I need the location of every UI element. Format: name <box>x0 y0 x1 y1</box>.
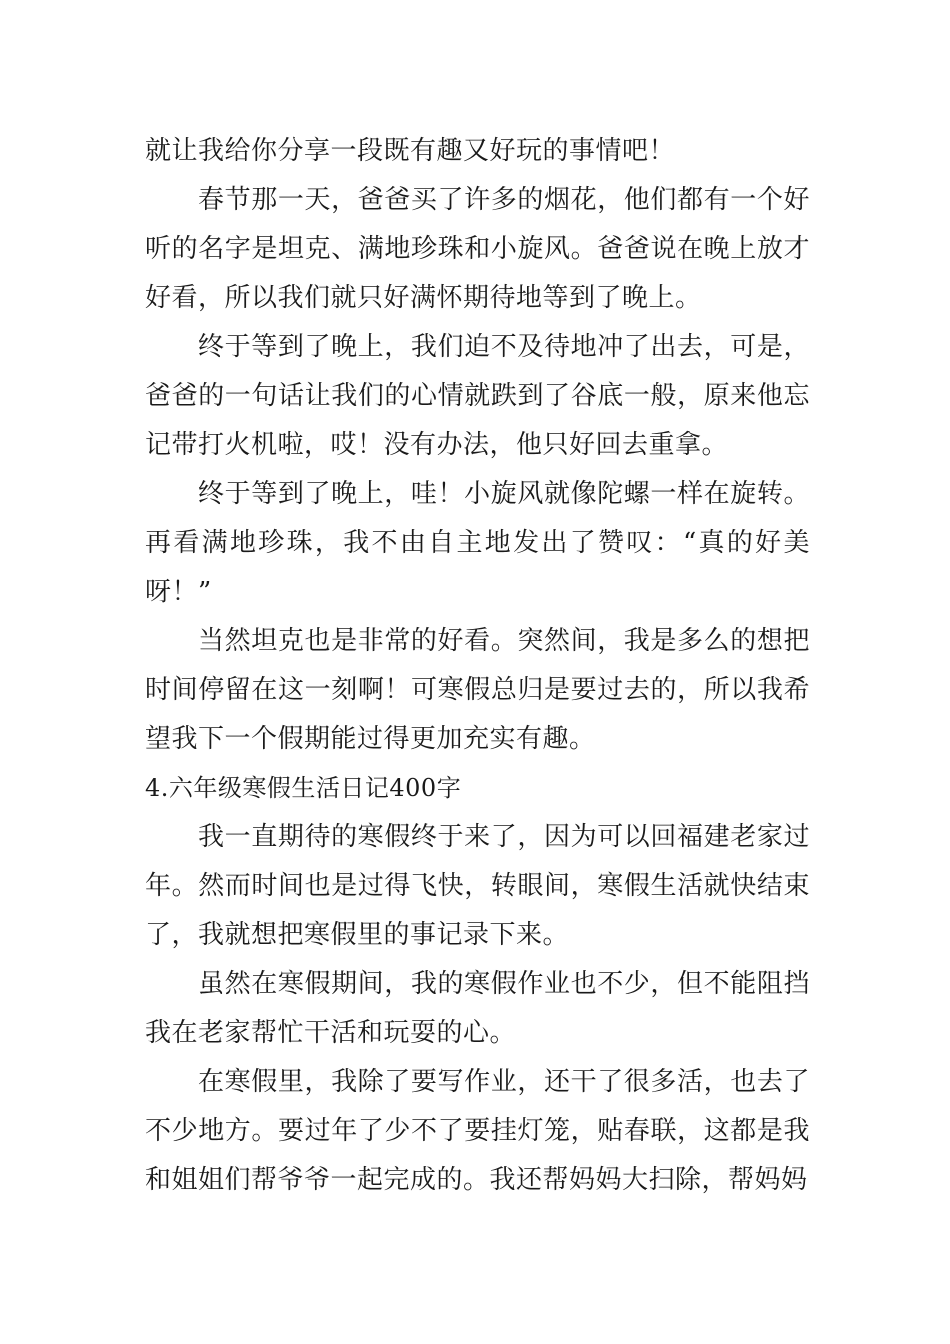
paragraph-homework: 虽然在寒假期间，我的寒假作业也不少，但不能阻挡我在老家帮忙干活和玩耍的心。 <box>145 969 810 1048</box>
paragraph-fireworks: 春节那一天，爸爸买了许多的烟花，他们都有一个好听的名字是坦克、满地珍珠和小旋风。爸爸说在晚上放才好看，所以我们就只好满怀期待地等到了晚上。 <box>145 185 810 313</box>
paragraph-chores: 在寒假里，我除了要写作业，还干了很多活，也去了不少地方。要过年了少不了要挂灯笼，贴春联，这都是我和姐姐们帮爷爷一起完成的。我还帮妈妈大扫除，帮妈妈 <box>145 1067 810 1195</box>
paragraph-evening: 终于等到了晚上，我们迫不及待地冲了出去，可是，爸爸的一句话让我们的心情就跌到了谷底一般，原来他忘记带打火机啦，哎！没有办法，他只好回去重拿。 <box>145 332 810 460</box>
paragraph-tank: 当然坦克也是非常的好看。突然间，我是多么的想把时间停留在这一刻啊！可寒假总归是要过去的，所以我希望我下一个假期能过得更加充实有趣。 <box>145 626 810 754</box>
document-body <box>145 127 810 1205</box>
section-heading: 4.六年级寒假生活日记400字 <box>145 774 462 802</box>
paragraph-intro: 就让我给你分享一段既有趣又好玩的事情吧！ <box>145 136 676 166</box>
paragraph-winter-break: 我一直期待的寒假终于来了，因为可以回福建老家过年。然而时间也是过得飞快，转眼间，寒假生活就快结束了，我就想把寒假里的事记录下来。 <box>145 822 810 950</box>
paragraph-spinner: 终于等到了晚上，哇！小旋风就像陀螺一样在旋转。再看满地珍珠，我不由自主地发出了赞叹：“真的好美呀！” <box>145 479 810 607</box>
